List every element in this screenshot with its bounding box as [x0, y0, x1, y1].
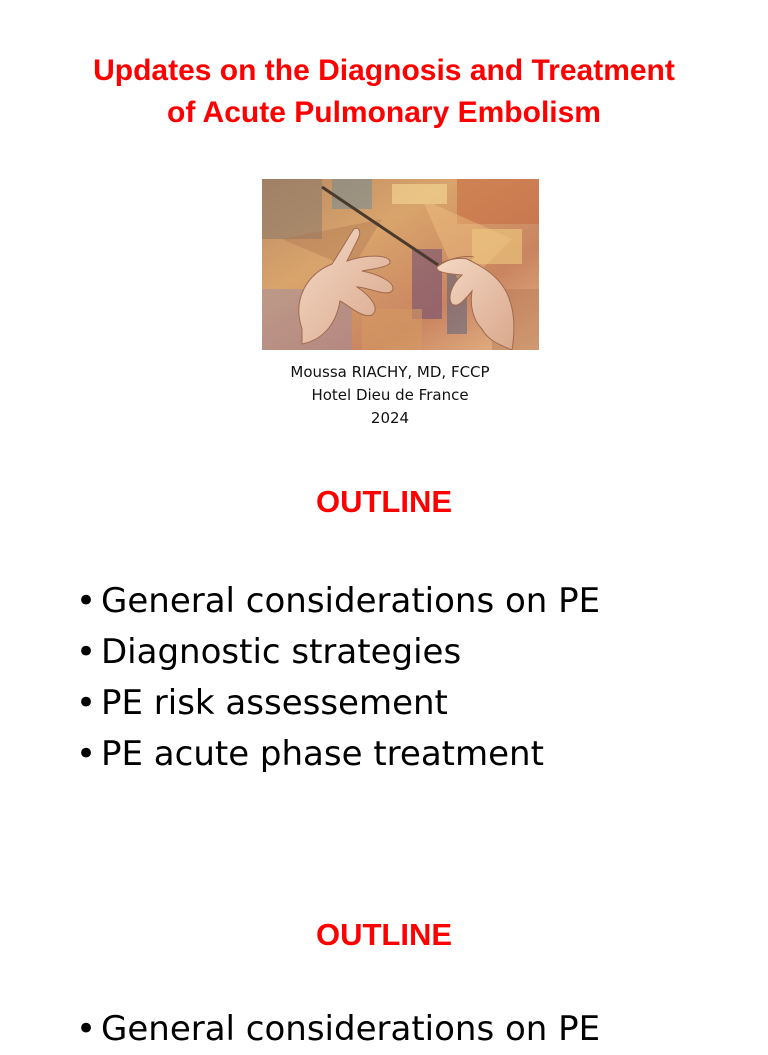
list-item [76, 627, 600, 678]
cover-artwork-image [262, 179, 539, 350]
outline-list [76, 576, 600, 780]
slide-title-line-2: of Acute Pulmonary Embolism [167, 96, 601, 129]
outline-heading-second: OUTLINE [315, 917, 453, 952]
list-item-text: General considerations on PE [101, 1009, 601, 1049]
bullet-icon: • [76, 683, 97, 723]
list-item [76, 576, 600, 627]
conductor-hands-icon [262, 179, 539, 350]
list-item-text: PE acute phase treatment [101, 734, 544, 774]
bullet-icon: • [76, 1009, 97, 1049]
author-block [0, 361, 768, 430]
outline-list-second [76, 1004, 600, 1055]
bullet-icon: • [76, 581, 97, 621]
list-item-text: PE risk assessement [101, 683, 448, 723]
author-affiliation: Hotel Dieu de France [311, 386, 469, 404]
slide-title-line-1: Updates on the Diagnosis and Treatment [93, 54, 675, 87]
list-item [76, 1004, 600, 1055]
list-item [76, 729, 600, 780]
list-item-text: Diagnostic strategies [101, 632, 462, 672]
author-name: Moussa RIACHY, MD, FCCP [290, 363, 490, 381]
list-item-text: General considerations on PE [101, 581, 601, 621]
bullet-icon: • [76, 632, 97, 672]
author-year: 2024 [370, 409, 410, 427]
bullet-icon: • [76, 734, 97, 774]
slide-title [0, 50, 768, 134]
outline-heading: OUTLINE [315, 484, 453, 519]
list-item [76, 678, 600, 729]
